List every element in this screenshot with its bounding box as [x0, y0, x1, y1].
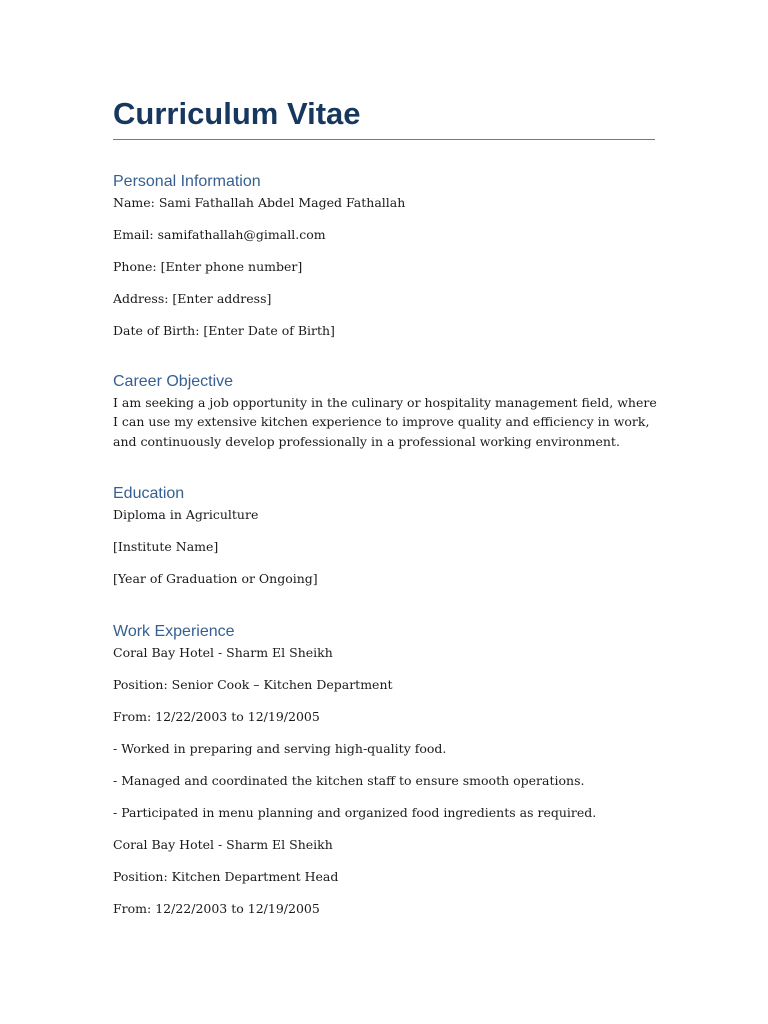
education-degree-line: Diploma in Agriculture — [113, 507, 259, 522]
personal-information-heading: Personal Information — [113, 173, 261, 190]
career-objective-text: I am seeking a job opportunity in the culinary or hospitality management field, where I can use my extensive kitchen experience to improve quality and efficiency in work, and continuously develop professionally in a professional working environment. — [113, 394, 657, 449]
work-employer-line: Coral Bay Hotel - Sharm El Sheikh — [113, 836, 333, 852]
career-objective-heading: Career Objective — [113, 372, 234, 390]
name-line: Name: Sami Fathallah Abdel Maged Fathallah — [113, 195, 406, 210]
education-section — [113, 483, 655, 589]
work-dates-line: From: 12/22/2003 to 12/19/2005 — [113, 708, 320, 724]
work-dates-line: From: 12/22/2003 to 12/19/2005 — [113, 900, 320, 916]
career-objective-section — [113, 371, 655, 452]
address-line: Address: [Enter address] — [113, 291, 272, 306]
email-line: Email: samifathallah@gimall.com — [113, 227, 326, 242]
education-heading: Education — [113, 485, 185, 502]
education-year-line: [Year of Graduation or Ongoing] — [113, 571, 318, 586]
work-position-line: Position: Kitchen Department Head — [113, 868, 339, 884]
personal-information-section — [113, 171, 655, 341]
work-duty-line: - Managed and coordinated the kitchen staff to ensure smooth operations. — [113, 772, 585, 788]
work-employer-line: Coral Bay Hotel - Sharm El Sheikh — [113, 644, 333, 660]
education-institute-line: [Institute Name] — [113, 539, 219, 554]
date-of-birth-line: Date of Birth: [Enter Date of Birth] — [113, 323, 335, 338]
document-title: Curriculum Vitae — [113, 94, 655, 140]
work-position-line: Position: Senior Cook – Kitchen Department — [113, 676, 393, 692]
work-duty-line: - Participated in menu planning and organized food ingredients as required. — [113, 804, 597, 820]
phone-line: Phone: [Enter phone number] — [113, 259, 303, 274]
work-experience-heading: Work Experience — [113, 622, 235, 640]
work-duty-line: - Worked in preparing and serving high-quality food. — [113, 740, 447, 756]
work-experience-section — [113, 621, 655, 919]
